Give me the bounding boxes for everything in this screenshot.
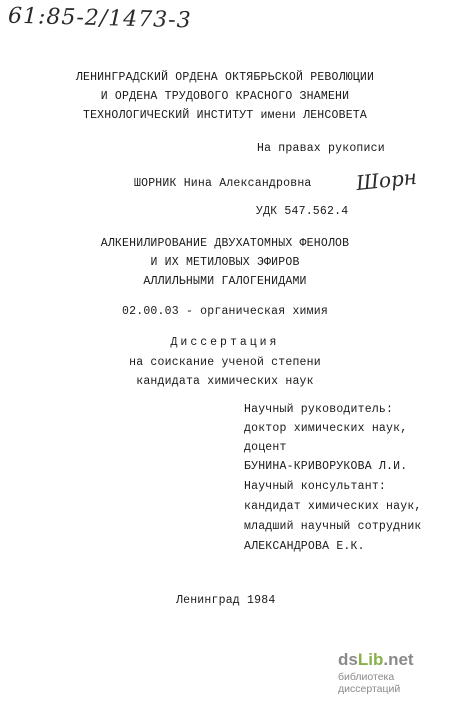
watermark-brand xyxy=(338,650,450,670)
watermark-brand-mid: Lib xyxy=(357,650,384,669)
specialty: 02.00.03 - органическая химия xyxy=(122,305,328,318)
watermark-brand-prefix: ds xyxy=(338,650,358,669)
dslib-watermark xyxy=(338,650,450,695)
watermark-brand-suffix: .net xyxy=(383,650,414,669)
author-name: ШОРНИК Нина Александровна xyxy=(134,177,312,190)
manuscript-rights-note: На правах рукописи xyxy=(257,142,385,155)
udc-code: УДК 547.562.4 xyxy=(256,205,349,218)
degree-line-2: кандидата химических наук xyxy=(136,375,314,388)
title-line-3: АЛЛИЛЬНЫМИ ГАЛОГЕНИДАМИ xyxy=(143,275,307,288)
institution-line-3: ТЕХНОЛОГИЧЕСКИЙ ИНСТИТУТ имени ЛЕНСОВЕТА xyxy=(82,109,368,122)
city-year: Ленинград 1984 xyxy=(176,594,276,607)
institution-line-1: ЛЕНИНГРАДСКИЙ ОРДЕНА ОКТЯБРЬСКОЙ РЕВОЛЮЦИИ xyxy=(75,71,375,84)
author-signature: Шорн xyxy=(354,164,418,196)
supervisor-name: БУНИНА-КРИВОРУКОВА Л.И. xyxy=(244,460,408,473)
degree-line-1: на соискание ученой степени xyxy=(129,356,321,369)
archive-number: 61:85-2/1473-3 xyxy=(7,3,192,34)
institution-line-2: И ОРДЕНА ТРУДОВОГО КРАСНОГО ЗНАМЕНИ xyxy=(100,90,350,103)
title-line-1: АЛКЕНИЛИРОВАНИЕ ДВУХАТОМНЫХ ФЕНОЛОВ xyxy=(100,237,350,250)
supervisor-label: Научный руководитель: xyxy=(244,403,394,416)
document-type: Диссертация xyxy=(170,336,280,349)
consultant-position: младший научный сотрудник xyxy=(244,520,422,533)
watermark-caption: библиотека диссертаций xyxy=(338,671,401,695)
consultant-label: Научный консультант: xyxy=(244,480,387,493)
title-line-2: И ИХ МЕТИЛОВЫХ ЭФИРОВ xyxy=(150,256,300,269)
consultant-degree: кандидат химических наук, xyxy=(244,500,422,513)
supervisor-degree: доктор химических наук, xyxy=(244,422,408,435)
consultant-name: АЛЕКСАНДРОВА Е.К. xyxy=(244,540,365,553)
supervisor-title: доцент xyxy=(244,441,287,454)
